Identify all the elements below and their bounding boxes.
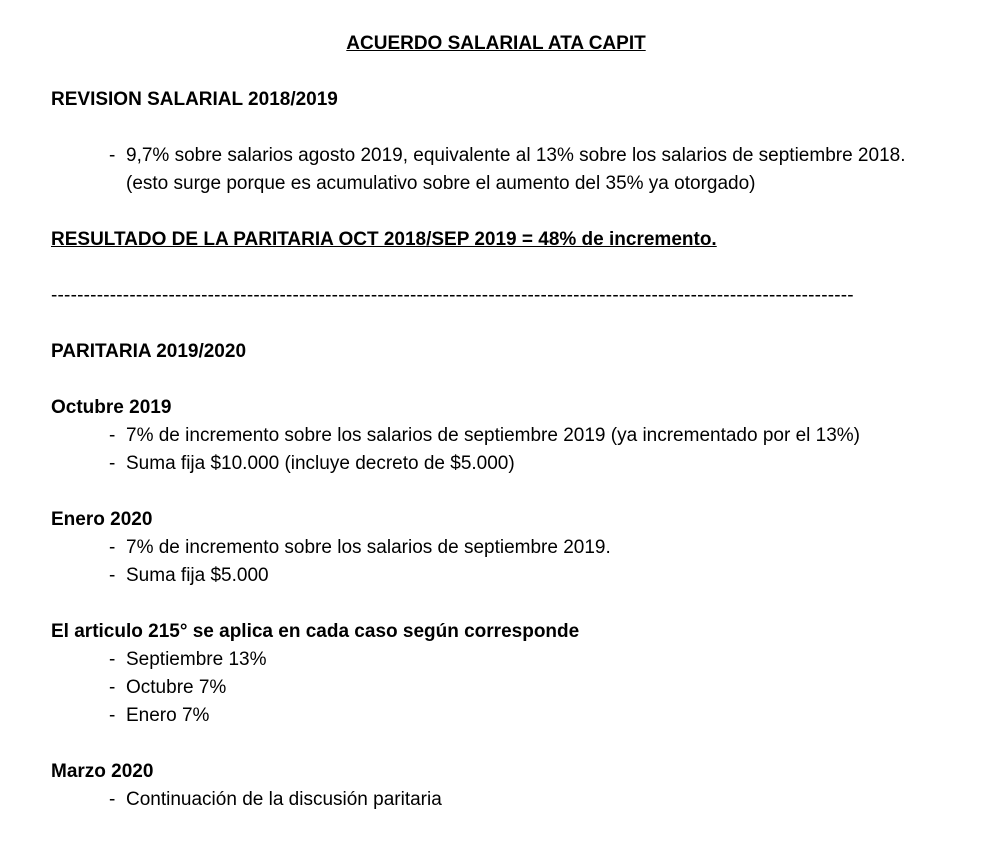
revision-list: [51, 142, 941, 198]
spacer: [51, 310, 941, 338]
articulo-list: [51, 646, 941, 730]
articulo-heading: El articulo 215° se aplica en cada caso según corresponde: [51, 621, 580, 642]
spacer: [51, 366, 941, 394]
enero-heading: Enero 2020: [51, 509, 153, 530]
list-item: - Octubre 7%: [109, 674, 941, 702]
marzo-list: [51, 786, 941, 814]
document: [51, 30, 941, 814]
list-item: - 7% de incremento sobre los salarios de septiembre 2019 (ya incrementado por el 13%): [109, 422, 941, 450]
spacer: [51, 254, 941, 282]
list-item: - 7% de incremento sobre los salarios de septiembre 2019.: [109, 534, 941, 562]
marzo-heading: Marzo 2020: [51, 761, 154, 782]
spacer: [51, 590, 941, 618]
list-item: - 9,7% sobre salarios agosto 2019, equivalente al 13% sobre los salarios de septiembre 2018. (esto surge porque es acumulativo sobre el aumento del 35% ya otorgado): [109, 142, 941, 198]
list-item: - Suma fija $5.000: [109, 562, 941, 590]
list-item: - Enero 7%: [109, 702, 941, 730]
spacer: [51, 730, 941, 758]
list-item: - Suma fija $10.000 (incluye decreto de $5.000): [109, 450, 941, 478]
enero-list: [51, 534, 941, 590]
list-item: - Septiembre 13%: [109, 646, 941, 674]
revision-heading: REVISION SALARIAL 2018/2019: [51, 89, 338, 110]
octubre-list: [51, 422, 941, 478]
spacer: [51, 114, 941, 142]
document-title: ACUERDO SALARIAL ATA CAPIT: [346, 33, 646, 54]
resultado-heading: RESULTADO DE LA PARITARIA OCT 2018/SEP 2019 = 48% de incremento.: [51, 229, 717, 250]
octubre-heading: Octubre 2019: [51, 397, 172, 418]
spacer: [51, 478, 941, 506]
paritaria-heading: PARITARIA 2019/2020: [51, 341, 247, 362]
list-item: - Continuación de la discusión paritaria: [109, 786, 941, 814]
separator-line: ---------------------------------------------------------------------------------------------------------------------------: [51, 285, 854, 306]
spacer: [51, 198, 941, 226]
